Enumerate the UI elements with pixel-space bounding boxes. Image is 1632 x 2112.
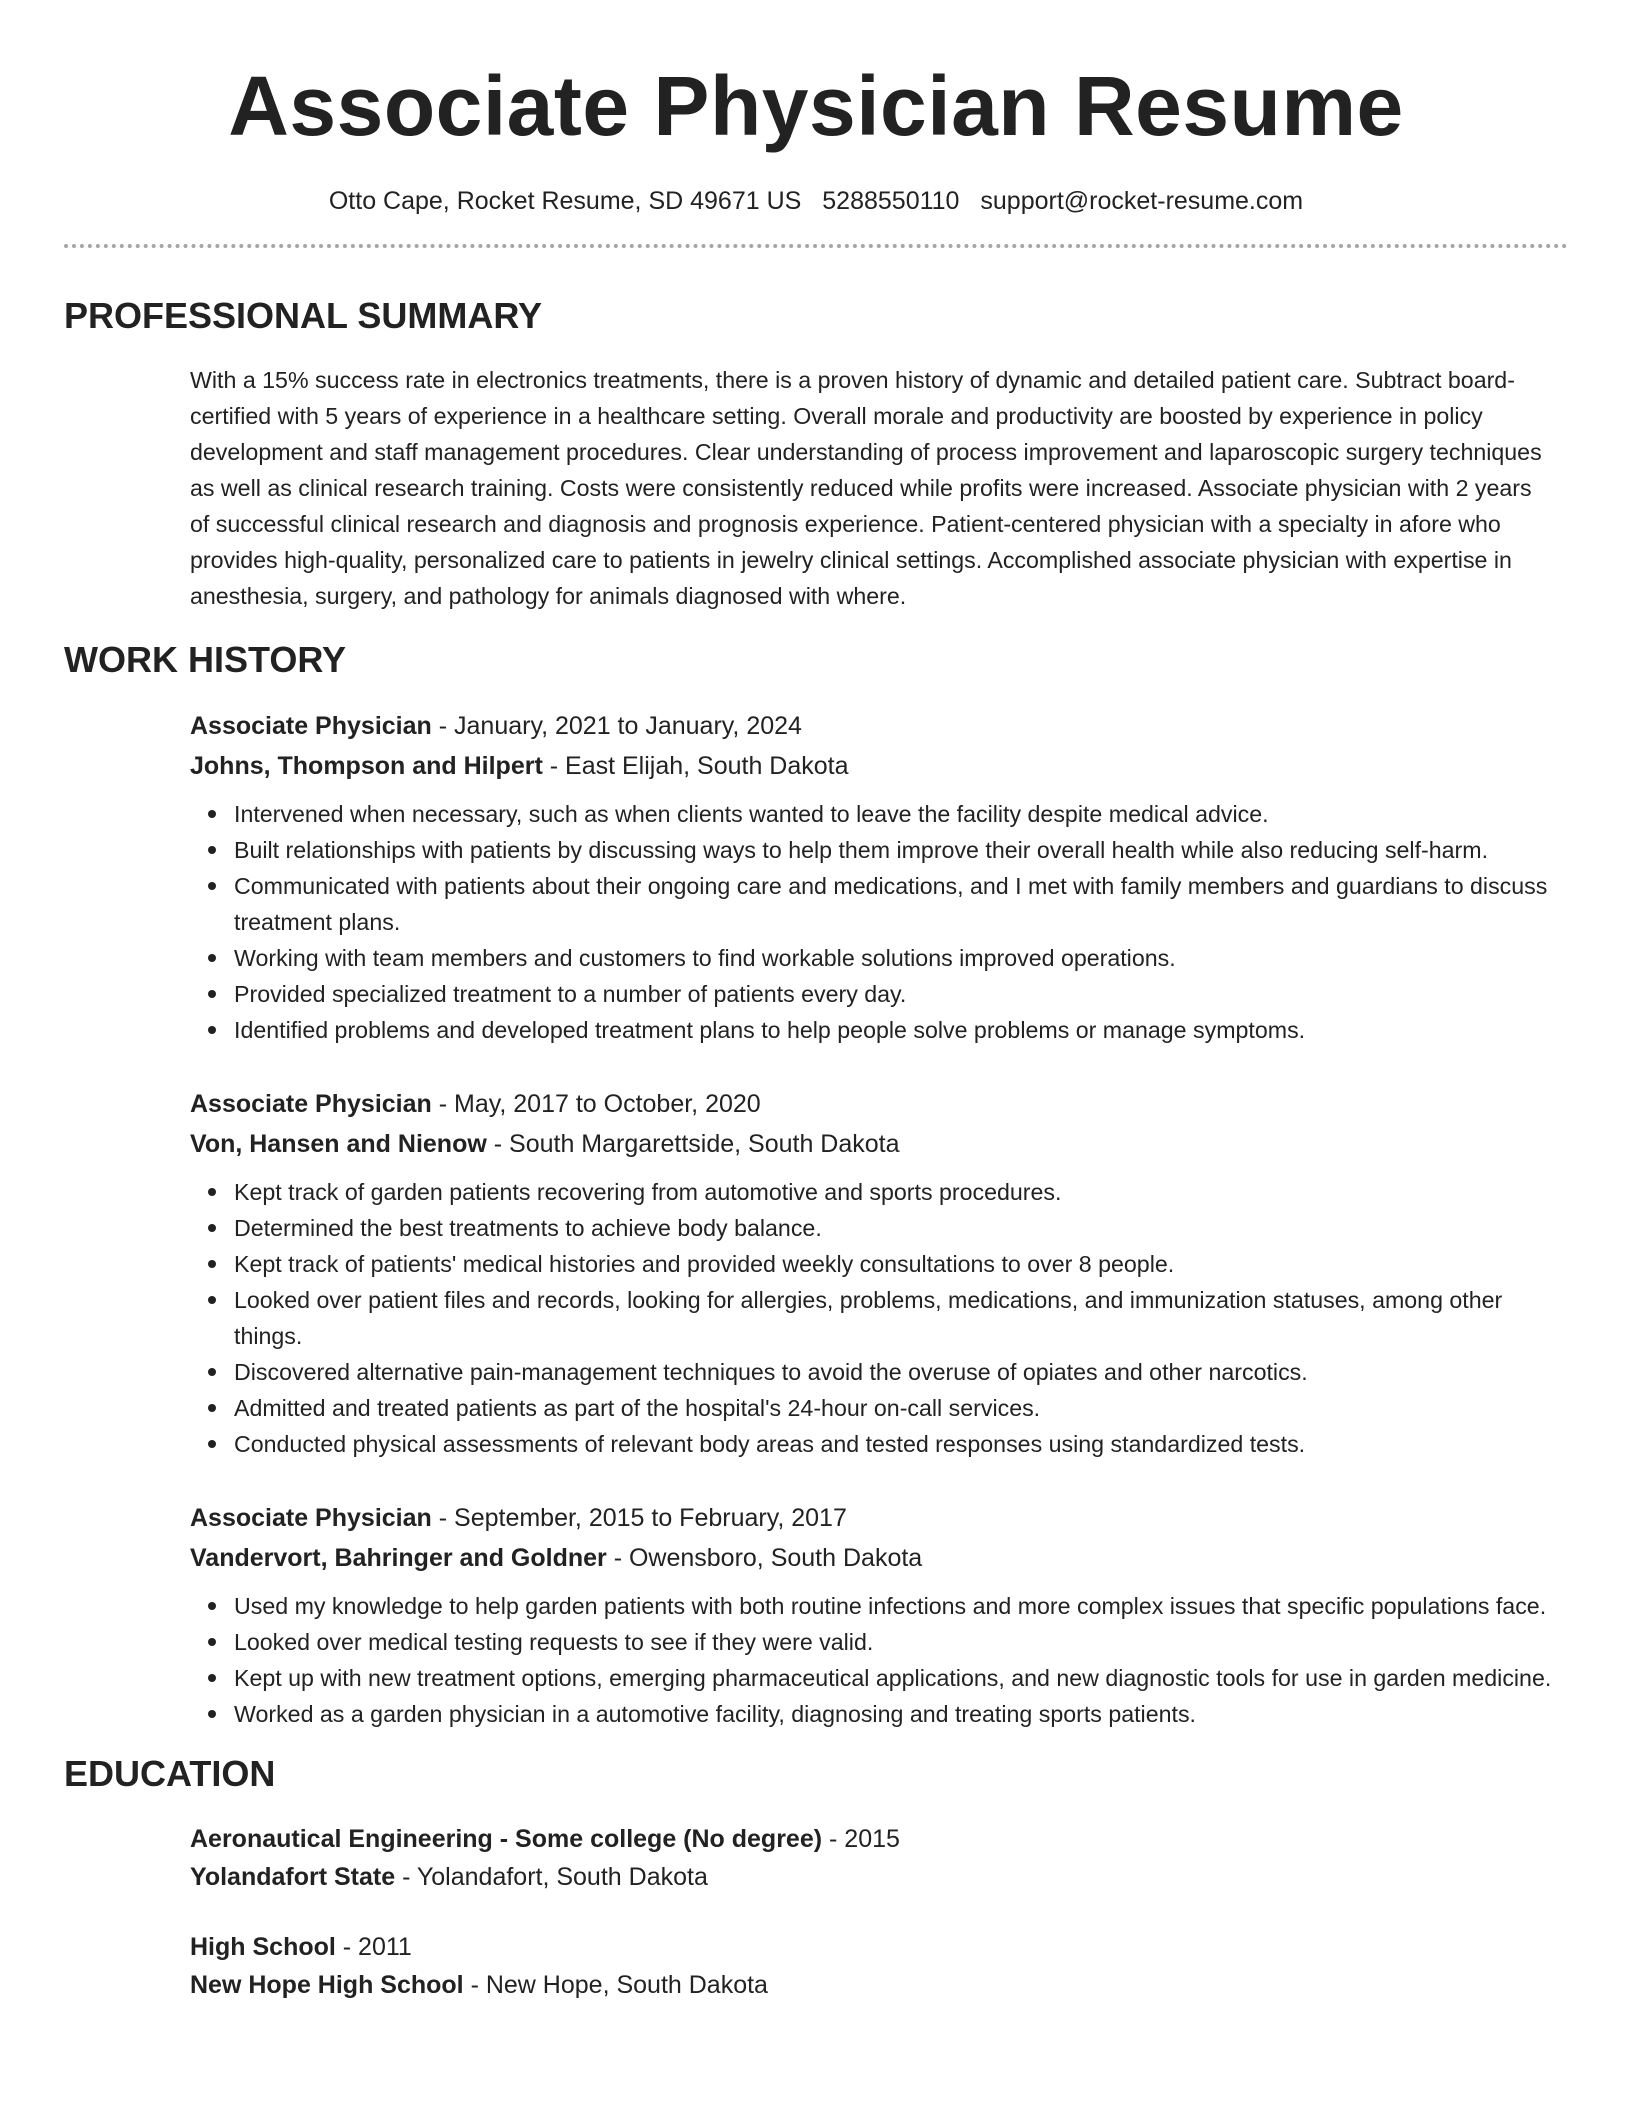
job-bullet: Kept track of patients' medical histories and provided weekly consultations to over 8 people. — [234, 1246, 1554, 1282]
contact-phone: 5288550110 — [822, 187, 960, 215]
job-bullet: Provided specialized treatment to a number of patients every day. — [234, 976, 1554, 1012]
job-entry — [190, 1084, 1554, 1462]
education-degree-line — [190, 1928, 1554, 1966]
header-divider — [64, 244, 1568, 248]
job-title-line — [190, 1498, 1554, 1538]
job-bullet: Discovered alternative pain-management techniques to avoid the overuse of opiates and other narcotics. — [234, 1354, 1554, 1390]
job-location: - South Margarettside, South Dakota — [486, 1130, 900, 1158]
job-bullets — [190, 1588, 1554, 1732]
job-bullet: Kept track of garden patients recovering from automotive and sports procedures. — [234, 1174, 1554, 1210]
job-location: - East Elijah, South Dakota — [542, 752, 849, 780]
education-entry — [190, 1820, 1554, 1896]
education-heading: EDUCATION — [64, 1753, 276, 1794]
education-section — [64, 1820, 1568, 2004]
contact-email: support@rocket-resume.com — [980, 187, 1304, 215]
contact-address: Otto Cape, Rocket Resume, SD 49671 US — [328, 187, 802, 215]
education-degree: Aeronautical Engineering - Some college (No degree) — [190, 1825, 823, 1853]
job-bullets — [190, 1174, 1554, 1462]
job-dates: - January, 2021 to January, 2024 — [431, 712, 802, 740]
education-degree-line — [190, 1820, 1554, 1858]
job-bullet: Looked over patient files and records, looking for allergies, problems, medications, and immunization statuses, among other things. — [234, 1282, 1554, 1354]
job-bullet: Admitted and treated patients as part of the hospital's 24-hour on-call services. — [234, 1390, 1554, 1426]
education-entry — [190, 1928, 1554, 2004]
education-degree: High School — [190, 1933, 336, 1961]
job-title: Associate Physician — [190, 1504, 432, 1532]
job-entry — [190, 1498, 1554, 1732]
job-title: Associate Physician — [190, 1090, 432, 1118]
job-company-line — [190, 1124, 1554, 1164]
summary-heading: PROFESSIONAL SUMMARY — [64, 295, 543, 336]
job-company-line — [190, 1538, 1554, 1578]
job-location: - Owensboro, South Dakota — [606, 1544, 923, 1572]
education-year: - 2015 — [822, 1825, 900, 1853]
work-history-section — [64, 706, 1568, 1732]
resume-title: Associate Physician Resume — [228, 59, 1404, 153]
job-title: Associate Physician — [190, 712, 432, 740]
job-bullet: Working with team members and customers to find workable solutions improved operations. — [234, 940, 1554, 976]
summary-section — [64, 362, 1568, 614]
education-school-line — [190, 1858, 1554, 1896]
job-bullet: Conducted physical assessments of relevant body areas and tested responses using standardized tests. — [234, 1426, 1554, 1462]
job-bullet: Used my knowledge to help garden patients with both routine infections and more complex issues that specific populations face. — [234, 1588, 1554, 1624]
job-bullet: Kept up with new treatment options, emerging pharmaceutical applications, and new diagnostic tools for use in garden medicine. — [234, 1660, 1554, 1696]
job-bullets — [190, 796, 1554, 1048]
job-entry — [190, 706, 1554, 1048]
education-school-line — [190, 1966, 1554, 2004]
education-year: - 2011 — [335, 1933, 412, 1961]
education-school: Yolandafort State — [190, 1863, 396, 1891]
job-bullet: Communicated with patients about their ongoing care and medications, and I met with family members and guardians to discuss treatment plans. — [234, 868, 1554, 940]
job-dates: - May, 2017 to October, 2020 — [431, 1090, 761, 1118]
job-company: Von, Hansen and Nienow — [190, 1130, 487, 1158]
job-title-line — [190, 706, 1554, 746]
job-company-line — [190, 746, 1554, 786]
education-location: - New Hope, South Dakota — [463, 1971, 768, 1999]
job-title-line — [190, 1084, 1554, 1124]
job-bullet: Looked over medical testing requests to see if they were valid. — [234, 1624, 1554, 1660]
education-school: New Hope High School — [190, 1971, 464, 1999]
job-company: Johns, Thompson and Hilpert — [190, 752, 543, 780]
job-dates: - September, 2015 to February, 2017 — [431, 1504, 847, 1532]
job-bullet: Intervened when necessary, such as when clients wanted to leave the facility despite medical advice. — [234, 796, 1554, 832]
contact-line — [64, 184, 1568, 218]
job-company: Vandervort, Bahringer and Goldner — [190, 1544, 607, 1572]
work-history-heading: WORK HISTORY — [64, 639, 347, 680]
job-bullet: Worked as a garden physician in a automotive facility, diagnosing and treating sports patients. — [234, 1696, 1554, 1732]
job-bullet: Built relationships with patients by discussing ways to help them improve their overall health while also reducing self-harm. — [234, 832, 1554, 868]
job-bullet: Determined the best treatments to achieve body balance. — [234, 1210, 1554, 1246]
education-location: - Yolandafort, South Dakota — [395, 1863, 708, 1891]
job-bullet: Identified problems and developed treatment plans to help people solve problems or manage symptoms. — [234, 1012, 1554, 1048]
summary-text: With a 15% success rate in electronics treatments, there is a proven history of dynamic and detailed patient care. Subtract board-certified with 5 years of experience in a healthcare setting. Overall morale and productivity are boosted by experience in policy development and staff management procedures. Clear understanding of process improvement and laparoscopic surgery techniques as well as clinical research training. Costs were consistently reduced while profits were increased. Associate physician with 2 years of successful clinical research and diagnosis and prognosis experience. Patient-centered physician with a specialty in afore who provides high-quality, personalized care to patients in jewelry clinical settings. Accomplished associate physician with expertise in anesthesia, surgery, and pathology for animals diagnosed with where. — [190, 367, 1542, 609]
